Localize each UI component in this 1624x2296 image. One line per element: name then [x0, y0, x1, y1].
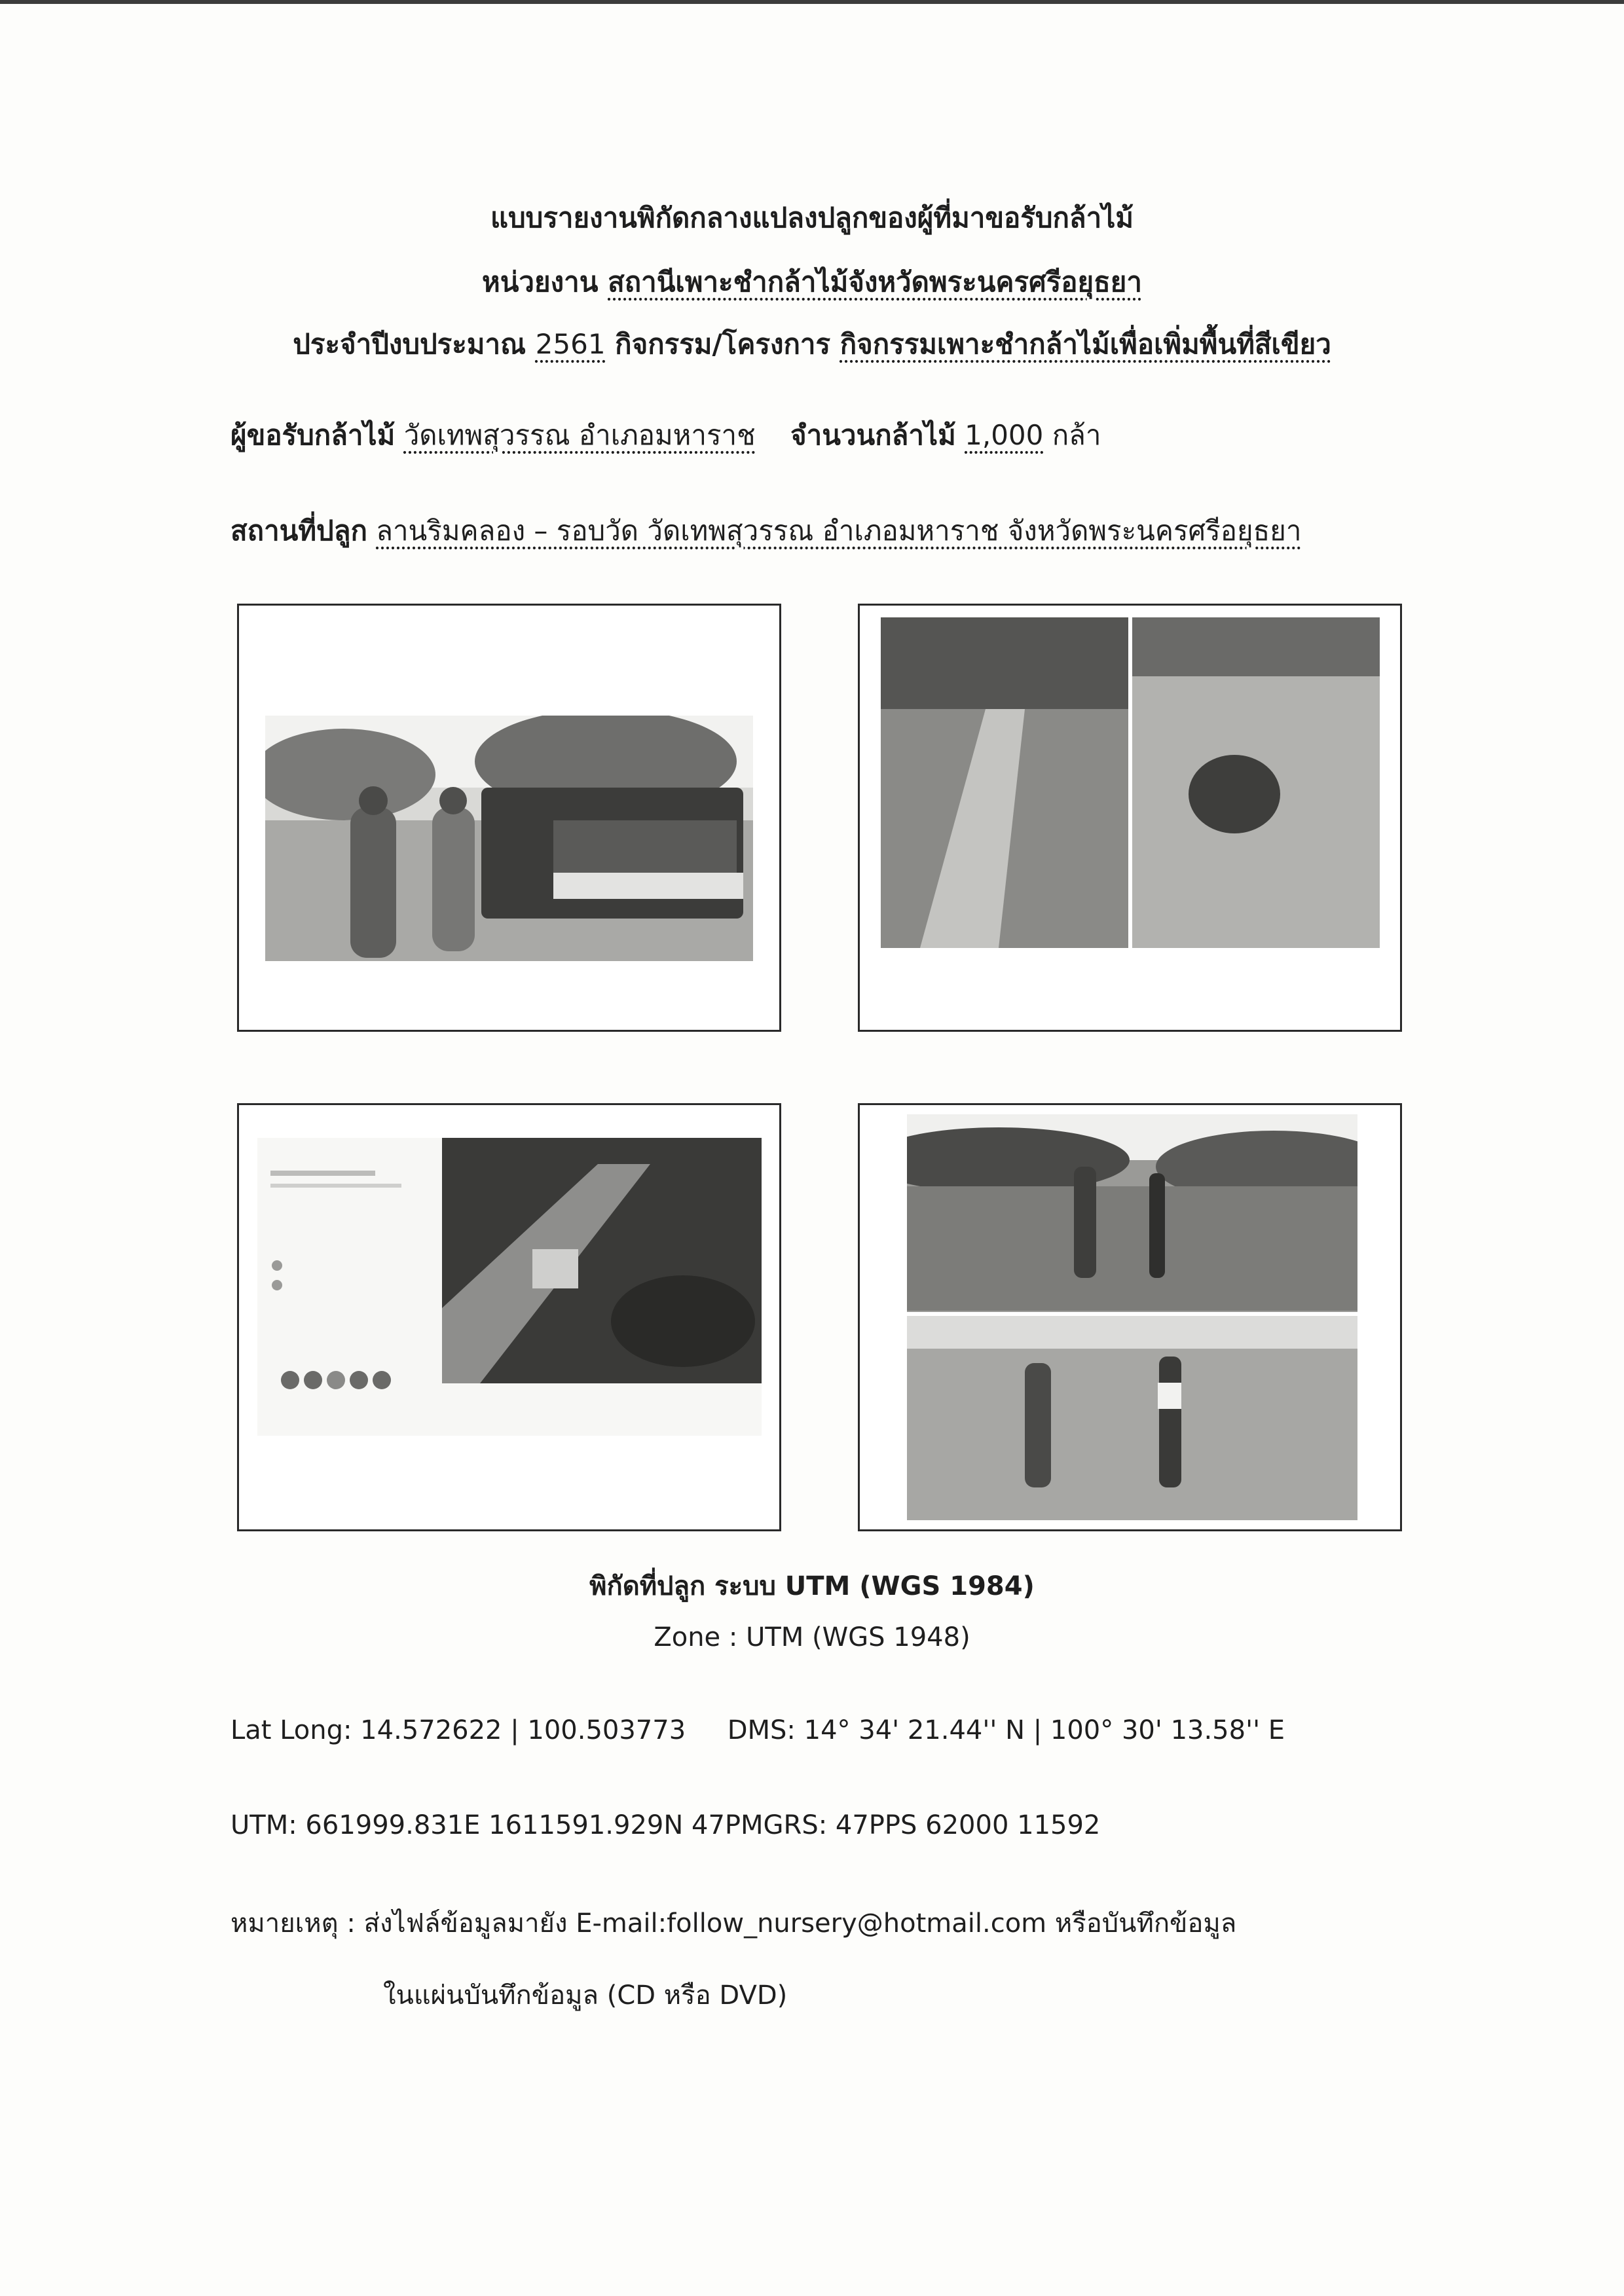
photo-monks-truck-image: [265, 716, 753, 961]
recipient-line: [231, 414, 1101, 457]
place-value: ลานริมคลอง – รอบวัด วัดเทพสุวรรณ อำเภอมหาราช จังหวัดพระนครศรีอยุธยา: [376, 515, 1302, 547]
photo-map-screenshot: [237, 1103, 781, 1531]
activity-value: กิจกรรมเพาะชำกล้าไม้เพื่อเพิ่มพื้นที่สีเขียว: [840, 328, 1331, 360]
recipient-value: วัดเทพสุวรรณ อำเภอมหาราช: [403, 419, 756, 451]
count-unit: กล้า: [1052, 419, 1101, 451]
photo-planting-site-image: [881, 617, 1380, 948]
coords-latlong: Lat Long: 14.572622 | 100.503773 DMS: 14° 34' 21.44'' N | 100° 30' 13.58'' E: [231, 1715, 1285, 1745]
photo-field-people-image: [907, 1114, 1357, 1520]
unit-line: [0, 261, 1624, 304]
note-line1: หมายเหตุ : ส่งไฟล์ข้อมูลมายัง E-mail:follow_nursery@hotmail.com หรือบันทึกข้อมูล: [231, 1908, 1237, 1939]
form-title: แบบรายงานพิกัดกลางแปลงปลูกของผู้ที่มาขอรับกล้าไม้: [490, 202, 1134, 234]
year-value: 2561: [535, 328, 606, 360]
coords-zone: Zone : UTM (WGS 1948): [654, 1622, 970, 1652]
activity-label: กิจกรรม/โครงการ: [615, 328, 831, 360]
top-border: [0, 0, 1624, 4]
photo-map-screenshot-image: [257, 1138, 762, 1436]
count-value: 1,000: [965, 419, 1044, 451]
count-label: จำนวนกล้าไม้: [790, 419, 956, 451]
year-label: ประจำปีงบประมาณ: [293, 328, 526, 360]
coords-utm: UTM: 661999.831E 1611591.929N 47PMGRS: 47PPS 62000 11592: [231, 1810, 1101, 1840]
recipient-label: ผู้ขอรับกล้าไม้: [231, 419, 396, 451]
place-line: [231, 509, 1301, 553]
unit-label: หน่วยงาน: [482, 266, 599, 298]
photo-field-people: [858, 1103, 1402, 1531]
unit-value: สถานีเพาะชำกล้าไม้จังหวัดพระนครศรีอยุธยา: [608, 266, 1142, 298]
photo-monks-truck: [237, 604, 781, 1032]
photo-planting-site: [858, 604, 1402, 1032]
note-line2: ในแผ่นบันทึกข้อมูล (CD หรือ DVD): [383, 1980, 788, 2011]
coords-heading: พิกัดที่ปลูก ระบบ UTM (WGS 1984): [589, 1571, 1035, 1601]
year-activity-line: [0, 323, 1624, 366]
place-label: สถานที่ปลูก: [231, 515, 367, 547]
